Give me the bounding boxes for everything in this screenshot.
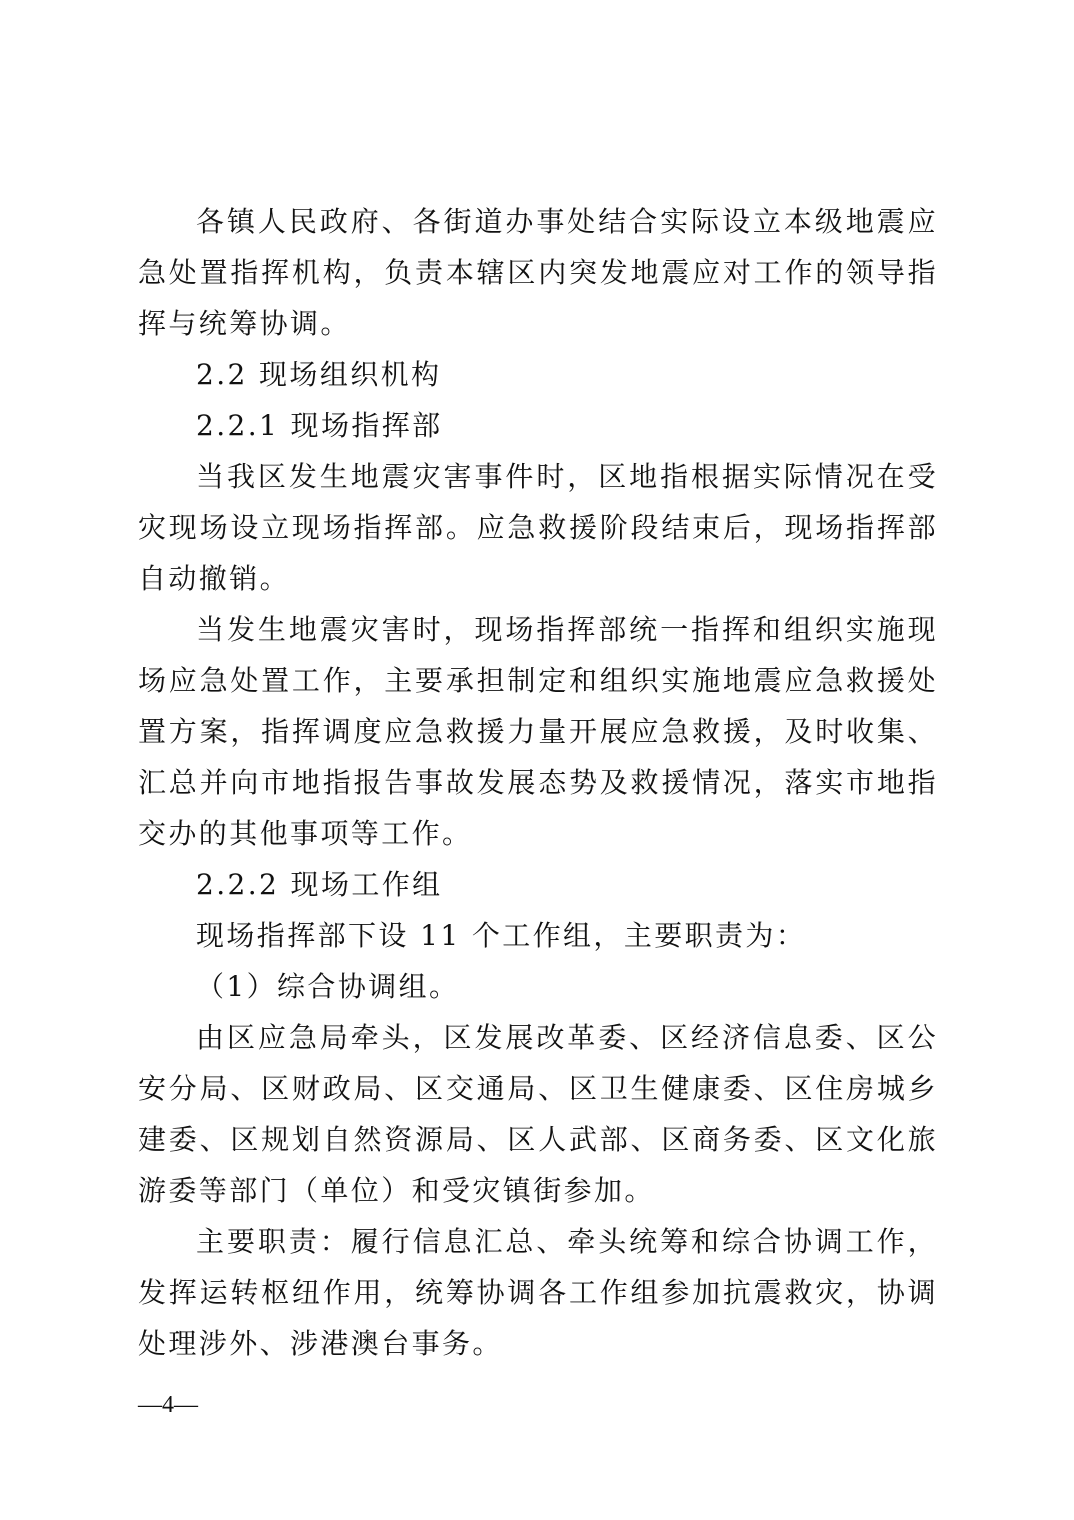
paragraph-command-setup: 当我区发生地震灾害事件时，区地指根据实际情况在受灾现场设立现场指挥部。应急救援阶段结束后，现场指挥部自动撤销。: [138, 460, 938, 595]
section-heading-2-2-2: 2.2.2 现场工作组: [196, 868, 443, 901]
section-heading-2-2: 2.2 现场组织机构: [196, 358, 442, 391]
list-item-coordination-group: （1）综合协调组。: [196, 970, 460, 1003]
section-heading-2-2-1: 2.2.1 现场指挥部: [196, 409, 443, 442]
paragraph-coordination-duties: 主要职责：履行信息汇总、牵头统筹和综合协调工作，发挥运转枢纽作用，统筹协调各工作组参加抗震救灾，协调处理涉外、涉港澳台事务。: [138, 1225, 938, 1360]
page-number: —4—: [138, 1392, 198, 1418]
document-body: [138, 196, 938, 1369]
paragraph-town-command: 各镇人民政府、各街道办事处结合实际设立本级地震应急处置指挥机构，负责本辖区内突发地震应对工作的领导指挥与统筹协调。: [138, 205, 938, 340]
paragraph-command-duties: 当发生地震灾害时，现场指挥部统一指挥和组织实施现场应急处置工作，主要承担制定和组织实施地震应急救援处置方案，指挥调度应急救援力量开展应急救援，及时收集、汇总并向市地指报告事故发展态势及救援情况，落实市地指交办的其他事项等工作。: [138, 613, 938, 850]
paragraph-work-groups-intro: 现场指挥部下设 11 个工作组，主要职责为：: [196, 919, 807, 952]
paragraph-coordination-members: 由区应急局牵头，区发展改革委、区经济信息委、区公安分局、区财政局、区交通局、区卫生健康委、区住房城乡建委、区规划自然资源局、区人武部、区商务委、区文化旅游委等部门（单位）和受灾镇街参加。: [138, 1021, 938, 1207]
